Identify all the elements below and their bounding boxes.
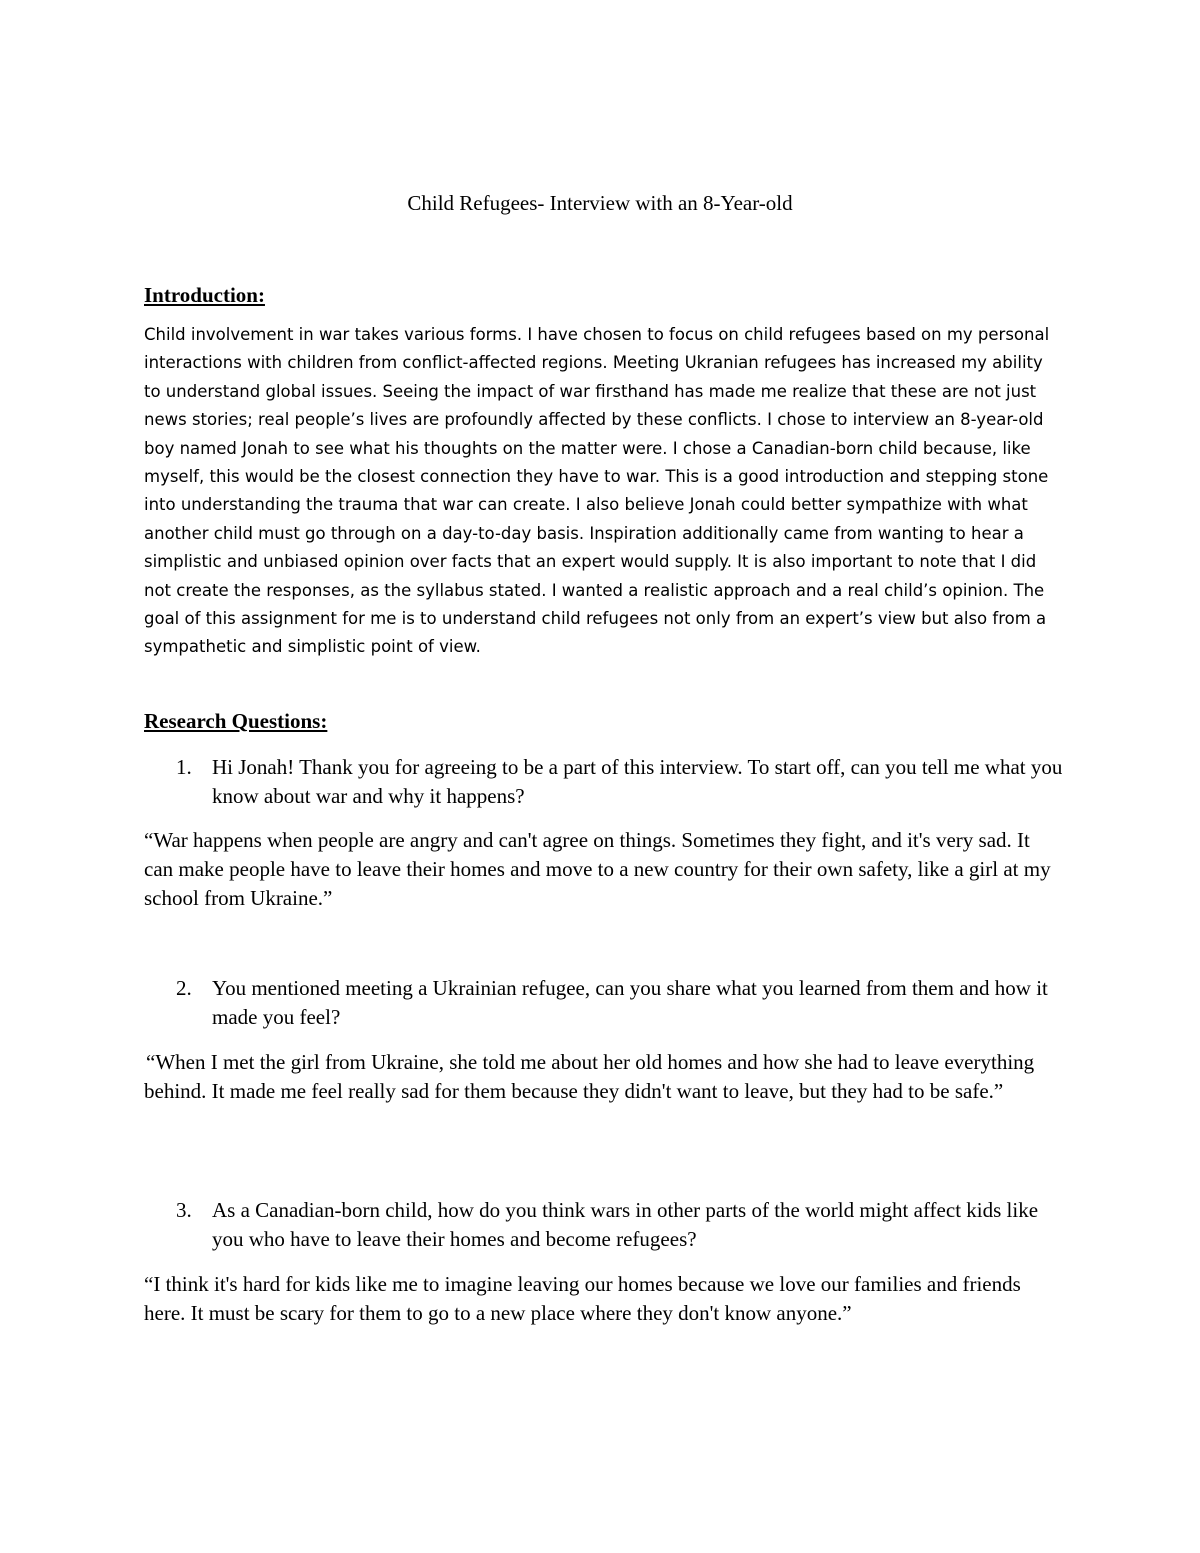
question-text: You mentioned meeting a Ukrainian refugee, can you share what you learned from them and how it made you feel? [212,976,1048,1029]
document-title: Child Refugees- Interview with an 8-Year-old [407,191,793,215]
question-item-1 [144,753,1064,811]
research-questions-heading: Research Questions: [144,709,328,733]
question-number: 1. [176,755,192,779]
question-number: 2. [176,976,192,1000]
question-number: 3. [176,1198,192,1222]
introduction-heading: Introduction: [144,283,265,307]
question-item-3 [144,1196,1064,1254]
answer-text-2: “When I met the girl from Ukraine, she told me about her old homes and how she had to leave everything behind. It made me feel really sad for them because they didn't want to leave, but they had to be safe.” [144,1050,1035,1103]
question-text: As a Canadian-born child, how do you think wars in other parts of the world might affect kids like you who have to leave their homes and become refugees? [212,1198,1039,1251]
question-item-2 [144,974,1064,1032]
introduction-paragraph: Child involvement in war takes various forms. I have chosen to focus on child refugees based on my personal interactions with children from conflict-affected regions. Meeting Ukranian refugees has increased my ability to understand global issues. Seeing the impact of war firsthand has made me realize that these are not just news stories; real people’s lives are profoundly affected by these conflicts. I chose to interview an 8-year-old boy named Jonah to see what his thoughts on the matter were. I chose a Canadian-born child because, like myself, this would be the closest connection they have to war. This is a good introduction and stepping stone into understanding the trauma that war can create. I also believe Jonah could better sympathize with what another child must go through on a day-to-day basis. Inspiration additionally came from wanting to hear a simplistic and unbiased opinion over facts that an expert would supply. It is also important to note that I did not create the responses, as the syllabus stated. I wanted a realistic approach and a real child’s opinion. The goal of this assignment for me is to understand child refugees not only from an expert’s view but also from a sympathetic and simplistic point of view. [144,325,1050,657]
question-text: Hi Jonah! Thank you for agreeing to be a part of this interview. To start off, can you tell me what you know about war and why it happens? [212,755,1063,808]
answer-text-3: “I think it's hard for kids like me to imagine leaving our homes because we love our families and friends here. It must be scary for them to go to a new place where they don't know anyone.” [144,1272,1021,1325]
answer-text-1: “War happens when people are angry and can't agree on things. Sometimes they fight, and it's very sad. It can make people have to leave their homes and move to a new country for their own safety, like a girl at my school from Ukraine.” [144,828,1051,910]
